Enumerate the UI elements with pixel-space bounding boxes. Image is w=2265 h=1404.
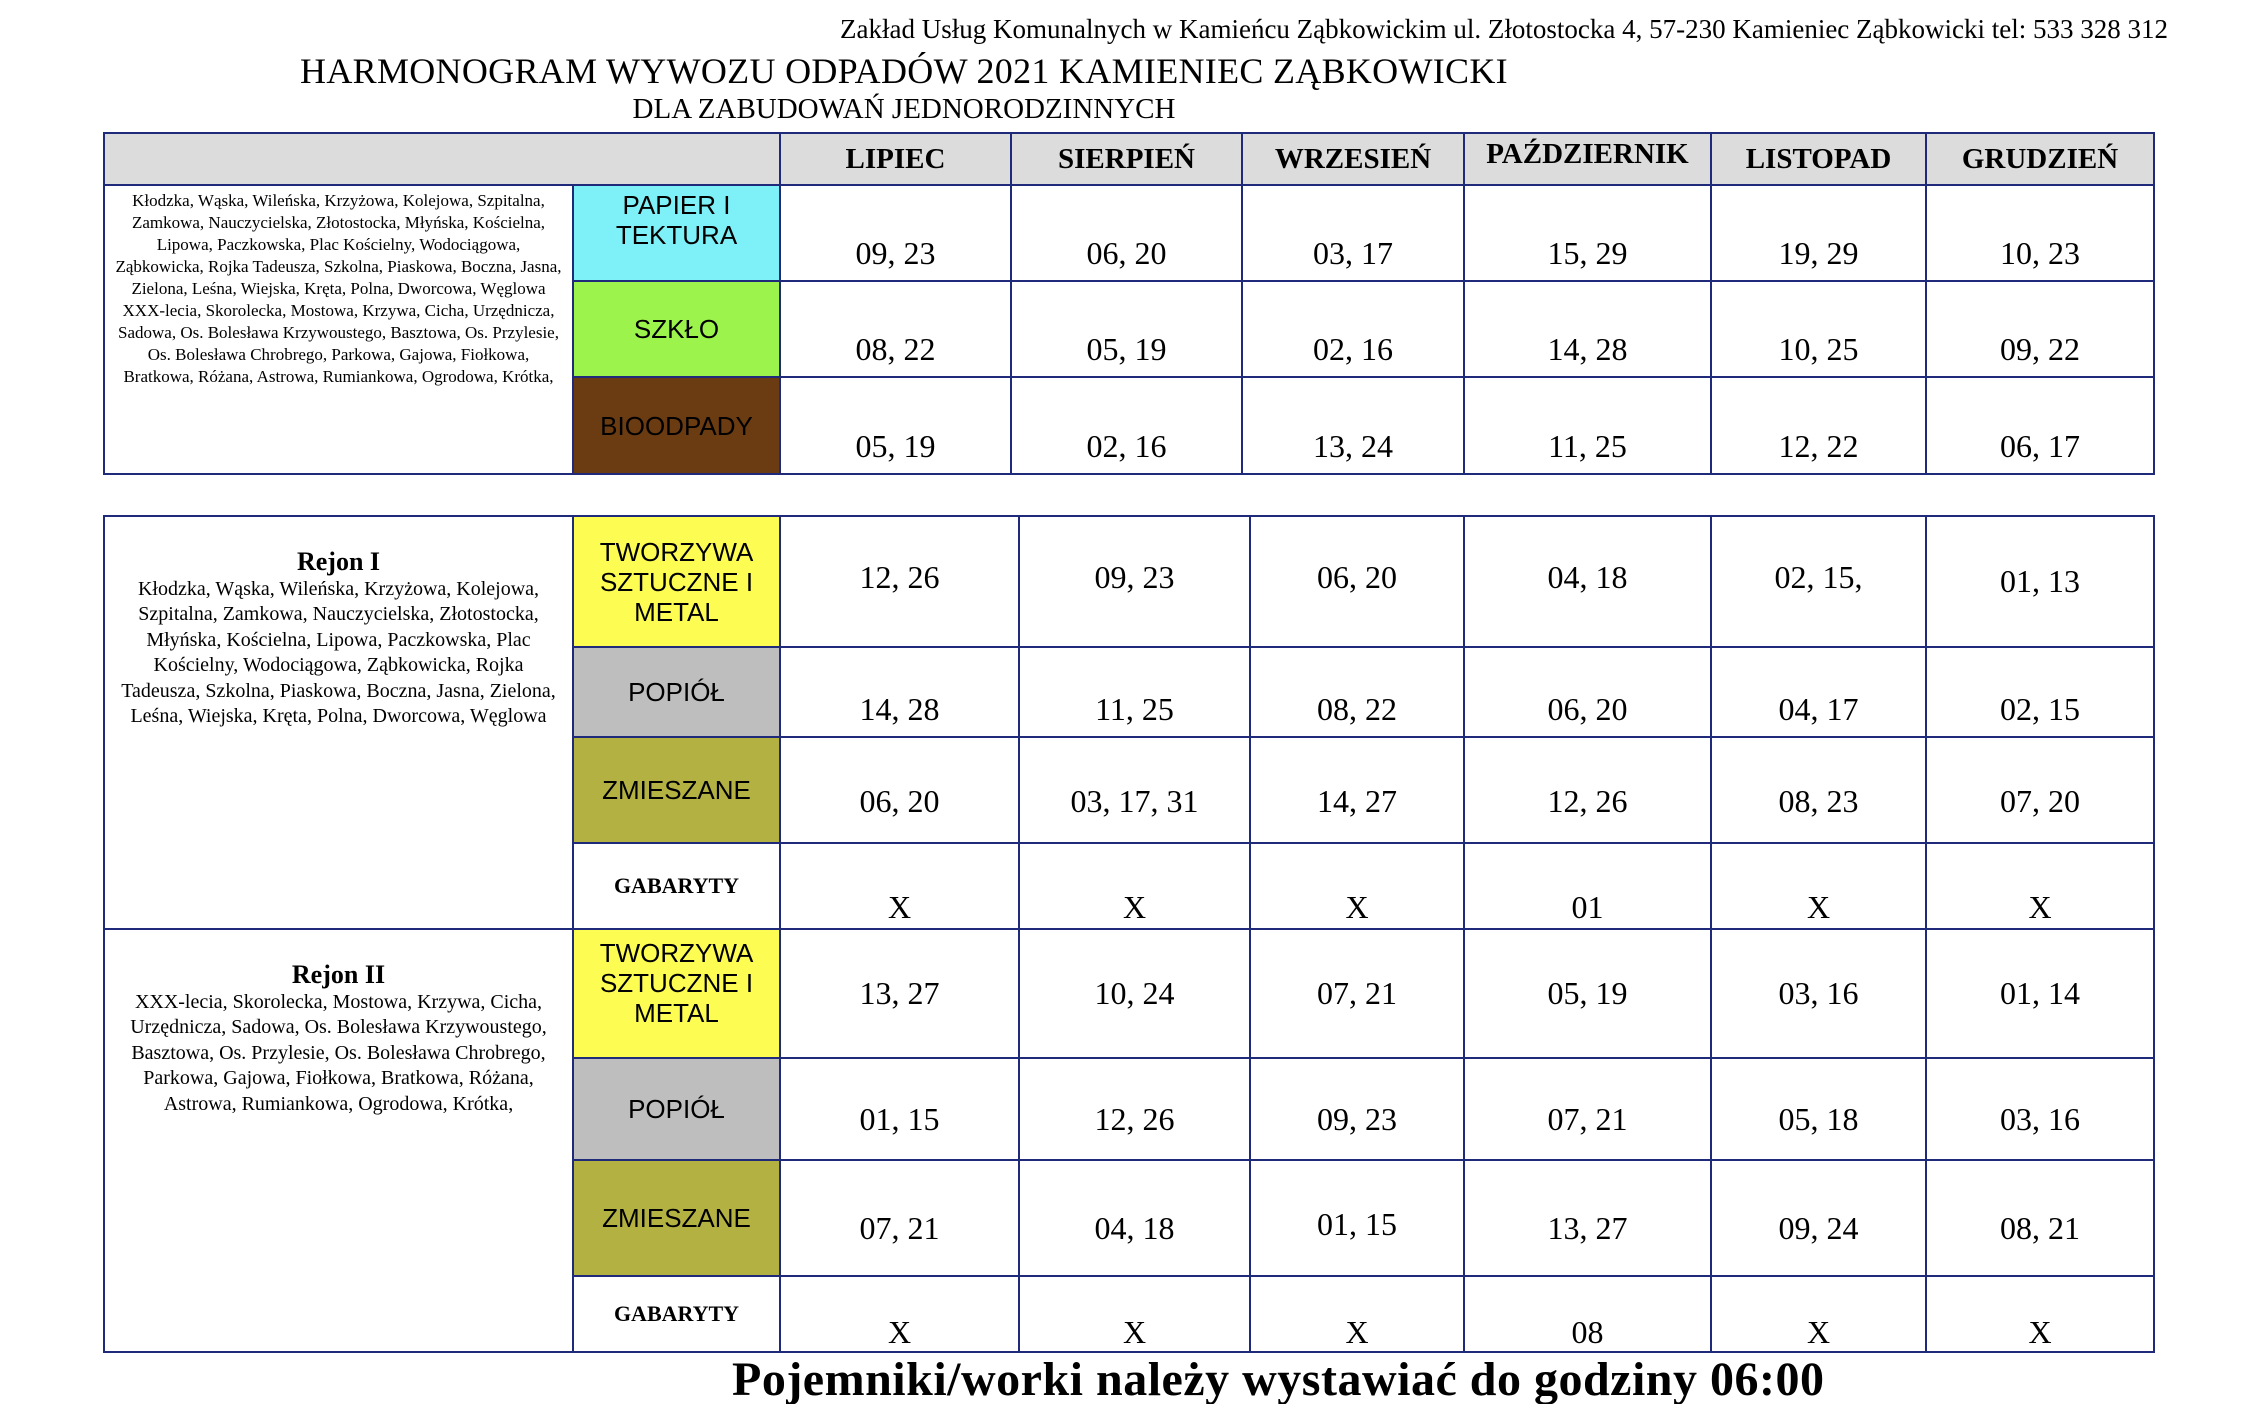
date-cell: 03, 16 [1926,1058,2154,1160]
date-cell: 08, 22 [780,281,1011,377]
date-cell: X [1711,843,1926,929]
category-label: TWORZYWA SZTUCZNE I METAL [573,516,780,647]
date-cell: 03, 16 [1711,929,1926,1058]
date-cell: 09, 23 [1250,1058,1464,1160]
date-cell: 01, 15 [1250,1160,1464,1276]
page-subtitle: DLA ZABUDOWAŃ JEDNORODZINNYCH [632,93,1176,125]
category-label: PAPIER I TEKTURA [573,185,780,281]
month-header: GRUDZIEŃ [1926,133,2154,185]
date-cell: 08, 21 [1926,1160,2154,1276]
date-cell: 06, 17 [1926,377,2154,474]
date-cell: 01, 14 [1926,929,2154,1058]
date-cell: X [1926,843,2154,929]
date-cell: X [1250,1276,1464,1352]
date-cell: 07, 20 [1926,737,2154,843]
category-label: ZMIESZANE [573,737,780,843]
date-cell: 07, 21 [1464,1058,1711,1160]
date-cell: 09, 22 [1926,281,2154,377]
month-header: WRZESIEŃ [1242,133,1464,185]
rejon-1-streets: Kłodzka, Wąska, Wileńska, Krzyżowa, Kolejowa, Szpitalna, Zamkowa, Nauczycielska, Złotostocka, Młyńska, Kościelna, Lipowa, Paczkowska, Plac Kościelny, Wodociągowa, Ząbkowicka, Rojka Tadeusza, Szkolna, Piaskowa, Boczna, Jasna, Zielona, Leśna, Wiejska, Kręta, Polna, Dworcowa, Węglowa [121,577,556,727]
date-cell: 11, 25 [1464,377,1711,474]
date-cell: 09, 23 [1019,516,1250,647]
date-cell: X [1250,843,1464,929]
month-header: LISTOPAD [1711,133,1926,185]
date-cell: 02, 16 [1242,281,1464,377]
date-cell: X [1926,1276,2154,1352]
page-title: HARMONOGRAM WYWOZU ODPADÓW 2021 KAMIENIEC ZĄBKOWICKI [300,51,1508,91]
date-cell: 10, 23 [1926,185,2154,281]
date-cell: 01 [1464,843,1711,929]
date-cell: 09, 24 [1711,1160,1926,1276]
date-cell: 04, 17 [1711,647,1926,737]
date-cell: 11, 25 [1019,647,1250,737]
date-cell: 02, 15 [1926,647,2154,737]
date-cell: 06, 20 [1011,185,1242,281]
date-cell: 05, 19 [1011,281,1242,377]
table-row [104,929,2154,1058]
date-cell: 04, 18 [1464,516,1711,647]
category-label: POPIÓŁ [573,647,780,737]
date-cell: 06, 20 [1250,516,1464,647]
rejon-1-title: Rejon I [296,547,381,576]
date-cell: X [1019,843,1250,929]
category-label: ZMIESZANE [573,1160,780,1276]
rejon-1-cell [104,516,573,929]
date-cell: 05, 19 [1464,929,1711,1058]
date-cell: 12, 26 [780,516,1019,647]
footer-text: Pojemniki/worki należy wystawiać do godziny 06:00 [732,1353,1825,1404]
category-label: GABARYTY [573,843,780,929]
month-header: LIPIEC [780,133,1011,185]
date-cell: 13, 27 [1464,1160,1711,1276]
date-cell: 02, 15, [1711,516,1926,647]
date-cell: X [1019,1276,1250,1352]
month-header: PAŹDZIERNIK [1464,133,1711,185]
date-cell: 08, 22 [1250,647,1464,737]
date-cell: 12, 22 [1711,377,1926,474]
month-header: SIERPIEŃ [1011,133,1242,185]
date-cell: 05, 18 [1711,1058,1926,1160]
category-label: TWORZYWA SZTUCZNE I METAL [573,929,780,1058]
date-cell: 07, 21 [1250,929,1464,1058]
category-label: BIOODPADY [573,377,780,474]
rejon-2-streets: XXX-lecia, Skorolecka, Mostowa, Krzywa, Cicha, Urzędnicza, Sadowa, Os. Bolesława Krzywoustego, Basztowa, Os. Przylesie, Os. Bolesława Chrobrego, Parkowa, Gajowa, Fiołkowa, Bratkowa, Różana, Astrowa, Rumiankowa, Ogrodowa, Krótka, [130,990,547,1115]
date-cell: X [780,843,1019,929]
date-cell: 19, 29 [1711,185,1926,281]
date-cell: 02, 16 [1011,377,1242,474]
company-info: Zakład Usług Komunalnych w Kamieńcu Ząbkowickim ul. Złotostocka 4, 57-230 Kamieniec Ząbkowicki tel: 533 328 312 [840,14,2168,44]
table-row [104,516,2154,647]
category-label: SZKŁO [573,281,780,377]
date-cell: 14, 28 [780,647,1019,737]
date-cell: 14, 28 [1464,281,1711,377]
date-cell: 14, 27 [1250,737,1464,843]
date-cell: 12, 26 [1019,1058,1250,1160]
date-cell: 03, 17 [1242,185,1464,281]
street-list: Kłodzka, Wąska, Wileńska, Krzyżowa, Kolejowa, Szpitalna, Zamkowa, Nauczycielska, Złotostocka, Młyńska, Kościelna, Lipowa, Paczkowska, Plac Kościelny, Wodociągowa, Ząbkowicka, Rojka Tadeusza, Szkolna, Piaskowa, Boczna, Jasna, Zielona, Leśna, Wiejska, Kręta, Polna, Dworcowa, Węglowa XXX-lecia, Skorolecka, Mostowa, Krzywa, Cicha, Urzędnicza, Sadowa, Os. Bolesława Krzywoustego, Basztowa, Os. Przylesie, Os. Bolesława Chrobrego, Parkowa, Gajowa, Fiołkowa, Bratkowa, Różana, Astrowa, Rumiankowa, Ogrodowa, Krótka, [104,185,573,474]
date-cell: X [1711,1276,1926,1352]
date-cell: 08 [1464,1276,1711,1352]
date-cell: 04, 18 [1019,1160,1250,1276]
category-label: GABARYTY [573,1276,780,1352]
date-cell: 03, 17, 31 [1019,737,1250,843]
date-cell: 06, 20 [1464,647,1711,737]
date-cell: 05, 19 [780,377,1011,474]
date-cell: 10, 24 [1019,929,1250,1058]
date-cell: 15, 29 [1464,185,1711,281]
date-cell: 09, 23 [780,185,1011,281]
rejon-2-title: Rejon II [291,960,386,989]
month-header-row [104,133,2154,185]
header-blank-cell [104,133,780,185]
date-cell: 13, 24 [1242,377,1464,474]
date-cell: 01, 13 [1926,516,2154,647]
date-cell: 01, 15 [780,1058,1019,1160]
schedule-table-rejony [103,515,2155,1353]
date-cell: X [780,1276,1019,1352]
table-row [104,185,2154,281]
date-cell: 06, 20 [780,737,1019,843]
rejon-2-cell [104,929,573,1352]
date-cell: 10, 25 [1711,281,1926,377]
category-label: POPIÓŁ [573,1058,780,1160]
date-cell: 12, 26 [1464,737,1711,843]
date-cell: 13, 27 [780,929,1019,1058]
date-cell: 07, 21 [780,1160,1019,1276]
date-cell: 08, 23 [1711,737,1926,843]
footer-notice [0,1352,2265,1404]
schedule-table-general [103,132,2155,475]
